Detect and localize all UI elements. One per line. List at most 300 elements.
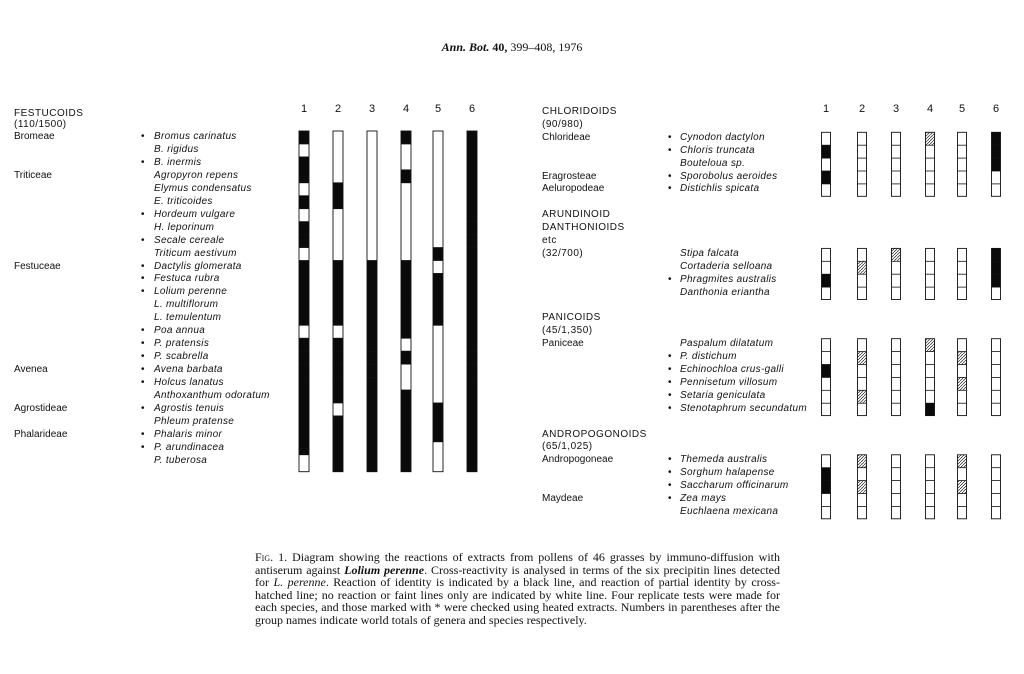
reaction-segment <box>367 183 377 196</box>
reaction-segment <box>467 312 477 325</box>
species-name: Elymus condensatus <box>154 182 252 194</box>
reaction-segment <box>992 352 1001 365</box>
reaction-segment <box>992 506 1001 518</box>
heated-extract-marker: • <box>141 286 145 298</box>
reaction-segment <box>892 390 901 403</box>
reaction-segment <box>433 235 443 248</box>
reaction-segment <box>333 442 343 455</box>
species-name: Avena barbata <box>154 364 223 376</box>
reaction-segment <box>299 273 309 286</box>
reaction-segment <box>926 506 935 518</box>
reaction-segment <box>367 196 377 209</box>
heated-extract-marker: • <box>141 377 145 389</box>
reaction-segment <box>858 287 867 299</box>
group-count: (32/700) <box>542 247 584 259</box>
species-name: Zea mays <box>680 493 727 504</box>
reaction-segment <box>367 442 377 455</box>
reaction-segment <box>926 145 935 158</box>
reaction-segment <box>333 209 343 222</box>
heated-extract-marker: • <box>141 208 145 220</box>
tribe-label: Andropogoneae <box>542 454 614 466</box>
reaction-segment <box>958 158 967 171</box>
column-number: 5 <box>434 103 442 115</box>
reaction-segment <box>992 145 1001 158</box>
reaction-segment <box>467 416 477 429</box>
heated-extract-marker: • <box>668 480 672 492</box>
column-number: 4 <box>402 103 410 115</box>
species-name: Phleum pratense <box>154 415 235 427</box>
reaction-segment <box>822 455 831 468</box>
group-title: PANICOIDS <box>542 312 601 324</box>
reaction-segment <box>299 196 309 209</box>
reaction-segment <box>992 287 1001 299</box>
reaction-segment <box>892 274 901 287</box>
reaction-segment <box>992 403 1001 415</box>
reaction-segment <box>433 196 443 209</box>
species-name: Hordeum vulgare <box>154 208 236 220</box>
reaction-segment <box>892 352 901 365</box>
reaction-segment <box>958 184 967 196</box>
reaction-segment <box>401 144 411 157</box>
species-name: Anthoxanthum odoratum <box>154 390 270 401</box>
tribe-label: Aeluropodeae <box>542 183 605 195</box>
reaction-segment <box>958 377 967 390</box>
caption-lolium: Lolium perenne <box>344 562 425 577</box>
reaction-segment <box>401 248 411 261</box>
reaction-segment <box>822 184 831 196</box>
reaction-segment <box>401 364 411 377</box>
column-number: 5 <box>958 103 966 115</box>
heated-extract-marker: • <box>141 273 145 285</box>
journal-volume: 40, <box>492 40 508 54</box>
species-name: Pennisetum villosum <box>680 376 778 388</box>
reaction-segment <box>333 455 343 472</box>
reaction-segment <box>367 273 377 286</box>
reaction-segment <box>892 171 901 184</box>
reaction-segment <box>333 261 343 274</box>
reaction-segment <box>401 261 411 274</box>
reaction-segment <box>892 365 901 378</box>
reaction-segment <box>433 338 443 351</box>
reaction-segment <box>467 157 477 170</box>
tribe-label: Eragrosteae <box>542 170 597 182</box>
reaction-segment <box>467 364 477 377</box>
reaction-segment <box>333 377 343 390</box>
reaction-segment <box>822 287 831 299</box>
group-count: (65/1,025) <box>542 441 593 453</box>
species-name: Euchlaena mexicana <box>680 505 779 517</box>
reaction-segment <box>822 390 831 403</box>
reaction-segment <box>958 248 967 261</box>
reaction-segment <box>299 170 309 183</box>
reaction-segment <box>926 132 935 145</box>
reaction-segment <box>822 481 831 494</box>
reaction-segment <box>333 196 343 209</box>
species-name: Bouteloua sp. <box>680 157 746 169</box>
reaction-segment <box>858 339 867 352</box>
reaction-segment <box>892 339 901 352</box>
reaction-segment <box>299 261 309 274</box>
reaction-segment <box>992 132 1001 145</box>
reaction-segment <box>401 442 411 455</box>
reaction-segment <box>858 171 867 184</box>
heated-extract-marker: • <box>141 428 145 440</box>
reaction-segment <box>926 481 935 494</box>
species-name: Sporobolus aeroides <box>680 170 778 182</box>
heated-extract-marker: • <box>141 402 145 414</box>
reaction-segment <box>333 286 343 299</box>
reaction-segment <box>858 455 867 468</box>
reaction-segment <box>401 299 411 312</box>
reaction-segment <box>433 416 443 429</box>
reaction-segment <box>401 183 411 196</box>
species-name: Agropyron repens <box>154 169 239 181</box>
species-name: Agrostis tenuis <box>154 402 225 414</box>
reaction-segment <box>401 416 411 429</box>
reaction-segment <box>467 261 477 274</box>
reaction-segment <box>858 365 867 378</box>
reaction-segment <box>333 131 343 144</box>
reaction-segment <box>299 390 309 403</box>
reaction-segment <box>367 248 377 261</box>
reaction-segment <box>467 131 477 144</box>
reaction-segment <box>367 209 377 222</box>
reaction-segment <box>333 170 343 183</box>
species-name: Saccharum officinarum <box>680 480 789 492</box>
species-name: Chloris truncata <box>680 144 755 156</box>
reaction-segment <box>299 312 309 325</box>
heated-extract-marker: • <box>668 402 672 414</box>
reaction-segment <box>433 390 443 403</box>
column-number: 4 <box>926 103 934 115</box>
reaction-segment <box>299 222 309 235</box>
reaction-segment <box>992 171 1001 184</box>
reaction-segment <box>333 222 343 235</box>
species-name: Dactylis glomerata <box>154 260 242 272</box>
reaction-segment <box>299 157 309 170</box>
reaction-segment <box>433 222 443 235</box>
reaction-segment <box>892 506 901 518</box>
reaction-segment <box>992 365 1001 378</box>
reaction-segment <box>333 325 343 338</box>
reaction-segment <box>822 158 831 171</box>
reaction-segment <box>433 170 443 183</box>
reaction-segment <box>401 455 411 472</box>
reaction-segment <box>467 248 477 261</box>
species-name: P. distichum <box>680 351 737 363</box>
reaction-segment <box>299 442 309 455</box>
reaction-segment <box>892 494 901 507</box>
reaction-segment <box>858 248 867 261</box>
reaction-segment <box>467 338 477 351</box>
tribe-label: Paniceae <box>542 338 584 350</box>
reaction-segment <box>299 403 309 416</box>
reaction-segment <box>467 442 477 455</box>
reaction-segment <box>333 351 343 364</box>
reaction-segment <box>822 352 831 365</box>
reaction-segment <box>958 455 967 468</box>
reaction-segment <box>958 274 967 287</box>
reaction-segment <box>467 196 477 209</box>
reaction-segment <box>467 299 477 312</box>
reaction-segment <box>467 286 477 299</box>
reaction-segment <box>467 273 477 286</box>
reaction-segment <box>958 403 967 415</box>
reaction-segment <box>892 184 901 196</box>
heated-extract-marker: • <box>141 234 145 246</box>
caption-part-2: . Cross-reactivity is analysed in terms of the six precipitin lines detected for <box>255 562 780 590</box>
reaction-segment <box>333 364 343 377</box>
species-name: Lolium perenne <box>154 286 228 298</box>
group-title-extra: DANTHONIOIDS <box>542 222 625 234</box>
reaction-segment <box>926 171 935 184</box>
heated-extract-marker: • <box>668 170 672 182</box>
reaction-segment <box>299 377 309 390</box>
reaction-segment <box>992 468 1001 481</box>
reaction-segment <box>858 145 867 158</box>
reaction-segment <box>926 248 935 261</box>
reaction-segment <box>822 261 831 274</box>
reaction-segment <box>926 365 935 378</box>
reaction-segment <box>958 494 967 507</box>
reaction-segment <box>433 364 443 377</box>
reaction-segment <box>958 145 967 158</box>
column-number: 6 <box>468 103 476 115</box>
heated-extract-marker: • <box>141 131 145 142</box>
reaction-segment <box>467 351 477 364</box>
species-name: P. arundinacea <box>154 441 225 453</box>
species-name: Holcus lanatus <box>154 377 224 389</box>
column-number: 6 <box>992 103 1000 115</box>
reaction-segment <box>992 339 1001 352</box>
species-name: H. leporinum <box>154 221 215 233</box>
reaction-segment <box>367 235 377 248</box>
reaction-segment <box>858 352 867 365</box>
reaction-segment <box>858 468 867 481</box>
reaction-segment <box>333 312 343 325</box>
tribe-label: Phalarideae <box>14 428 68 440</box>
reaction-segment <box>892 145 901 158</box>
reaction-segment <box>858 158 867 171</box>
species-name: Cortaderia selloana <box>680 260 773 272</box>
reaction-segment <box>467 455 477 472</box>
reaction-segment <box>992 494 1001 507</box>
species-name: Secale cereale <box>154 234 225 246</box>
species-name: Phragmites australis <box>680 273 777 285</box>
heated-extract-marker: • <box>668 144 672 156</box>
reaction-segment <box>926 287 935 299</box>
reaction-segment <box>822 132 831 145</box>
reaction-segment <box>926 455 935 468</box>
species-name: E. triticoides <box>154 195 213 207</box>
reaction-segment <box>892 455 901 468</box>
tribe-label: Festuceae <box>14 260 61 272</box>
reaction-segment <box>367 351 377 364</box>
column-number: 3 <box>892 103 900 115</box>
species-name: Stipa falcata <box>680 247 739 259</box>
reaction-segment <box>401 196 411 209</box>
reaction-segment <box>958 132 967 145</box>
reaction-segment <box>433 403 443 416</box>
reaction-segment <box>333 390 343 403</box>
column-number: 1 <box>822 103 830 115</box>
reaction-segment <box>401 131 411 144</box>
reaction-segment <box>926 468 935 481</box>
reaction-segment <box>433 312 443 325</box>
reaction-segment <box>958 390 967 403</box>
reaction-segment <box>822 248 831 261</box>
group-title-festucoids: FESTUCOIDS <box>14 108 84 119</box>
reaction-segment <box>299 416 309 429</box>
reaction-segment <box>992 481 1001 494</box>
reaction-segment <box>367 299 377 312</box>
reaction-segment <box>992 184 1001 196</box>
heated-extract-marker: • <box>141 156 145 168</box>
reaction-segment <box>333 183 343 196</box>
reaction-segment <box>858 274 867 287</box>
heated-extract-marker: • <box>141 351 145 363</box>
reaction-segment <box>299 183 309 196</box>
caption-fig-label: Fig. 1. <box>255 550 288 564</box>
reaction-segment <box>333 403 343 416</box>
reaction-segment <box>467 390 477 403</box>
species-name: Triticum aestivum <box>154 247 237 259</box>
reaction-segment <box>892 287 901 299</box>
reaction-segment <box>926 184 935 196</box>
reaction-segment <box>926 158 935 171</box>
reaction-segment <box>433 442 443 455</box>
reaction-segment <box>401 312 411 325</box>
reaction-segment <box>299 351 309 364</box>
reaction-segment <box>467 209 477 222</box>
reaction-segment <box>822 494 831 507</box>
reaction-segment <box>433 286 443 299</box>
column-number: 3 <box>368 103 376 115</box>
reaction-segment <box>401 273 411 286</box>
reaction-segment <box>958 261 967 274</box>
reaction-segment <box>333 416 343 429</box>
reaction-segment <box>433 209 443 222</box>
reaction-segment <box>367 222 377 235</box>
reaction-segment <box>299 248 309 261</box>
reaction-segment <box>992 274 1001 287</box>
group-title: ANDROPOGONOIDS <box>542 428 647 440</box>
species-name: Cynodon dactylon <box>680 131 765 143</box>
reaction-segment <box>367 261 377 274</box>
reaction-segment <box>992 261 1001 274</box>
heated-extract-marker: • <box>668 364 672 375</box>
species-name: Sorghum halapense <box>680 467 775 479</box>
caption-part-1: Diagram showing the reactions of extracts from pollens of 46 grasses by immuno-diffusion with antiserum against <box>255 550 780 577</box>
reaction-segment <box>892 158 901 171</box>
reaction-segment <box>958 352 967 365</box>
reaction-segment <box>367 416 377 429</box>
reaction-segment <box>992 158 1001 171</box>
reaction-segment <box>433 429 443 442</box>
reaction-segment <box>822 403 831 415</box>
reaction-segment <box>433 351 443 364</box>
reaction-segment <box>822 365 831 378</box>
reaction-segment <box>367 144 377 157</box>
tribe-label: Agrostideae <box>14 402 68 414</box>
reaction-segment <box>333 338 343 351</box>
reaction-segment <box>333 273 343 286</box>
heated-extract-marker: • <box>141 325 145 337</box>
reaction-segment <box>892 377 901 390</box>
reaction-segment <box>333 144 343 157</box>
reaction-segment <box>992 248 1001 261</box>
reaction-segment <box>858 390 867 403</box>
reaction-segment <box>333 157 343 170</box>
group-title-extra: etc <box>542 235 557 246</box>
heated-extract-marker: • <box>141 364 145 376</box>
reaction-segment <box>958 339 967 352</box>
species-name: Setaria geniculata <box>680 389 766 401</box>
reaction-segment <box>926 352 935 365</box>
journal-pages: 399–408, 1976 <box>510 40 583 54</box>
heated-extract-marker: • <box>141 260 145 272</box>
species-name: L. multiflorum <box>154 299 219 311</box>
heated-extract-marker: • <box>668 454 672 466</box>
figure-caption <box>255 551 780 627</box>
reaction-segment <box>467 183 477 196</box>
reaction-segment <box>822 145 831 158</box>
group-count: (45/1,350) <box>542 325 593 337</box>
reaction-segment <box>433 455 443 472</box>
reaction-segment <box>926 339 935 352</box>
reaction-segment <box>892 261 901 274</box>
heated-extract-marker: • <box>668 273 672 285</box>
species-name: Festuca rubra <box>154 273 220 285</box>
reaction-segment <box>401 222 411 235</box>
reaction-segment <box>467 235 477 248</box>
reaction-segment <box>822 171 831 184</box>
reaction-segment <box>401 429 411 442</box>
reaction-segment <box>367 364 377 377</box>
reaction-segment <box>299 299 309 312</box>
reaction-segment <box>822 506 831 518</box>
reaction-segment <box>892 132 901 145</box>
reaction-segment <box>401 157 411 170</box>
tribe-label: Bromeae <box>14 131 55 142</box>
heated-extract-marker: • <box>141 441 145 453</box>
tribe-label: Avenea <box>14 364 48 376</box>
reaction-segment <box>858 377 867 390</box>
reaction-segment <box>467 144 477 157</box>
caption-lperenne: L. perenne <box>273 575 326 590</box>
species-name: Echinochloa crus-galli <box>680 364 784 375</box>
reaction-segment <box>433 377 443 390</box>
reaction-segment <box>467 429 477 442</box>
reaction-segment <box>467 377 477 390</box>
reaction-segment <box>299 235 309 248</box>
reaction-segment <box>858 506 867 518</box>
species-name: L. temulentum <box>154 312 222 324</box>
group-count: (90/980) <box>542 118 584 130</box>
species-name: B. rigidus <box>154 143 199 155</box>
reaction-segment <box>299 209 309 222</box>
reaction-segment <box>367 286 377 299</box>
reaction-segment <box>926 390 935 403</box>
reaction-segment <box>822 274 831 287</box>
reaction-segment <box>958 171 967 184</box>
tribe-label: Triticeae <box>14 169 52 181</box>
reaction-segment <box>433 273 443 286</box>
species-name: Stenotaphrum secundatum <box>680 402 807 414</box>
reaction-segment <box>367 325 377 338</box>
caption-part-3: . Reaction of identity is indicated by a black line, and reaction of partial identity by cross-hatched line; no reaction or faint lines only are indicated by white line. Four replicate tests were made for each species, and those marked with * were checked using heated extracts. Numbers in parentheses after the group names indicate world totals of genera and species respectively. <box>255 575 780 627</box>
reaction-segment <box>958 287 967 299</box>
